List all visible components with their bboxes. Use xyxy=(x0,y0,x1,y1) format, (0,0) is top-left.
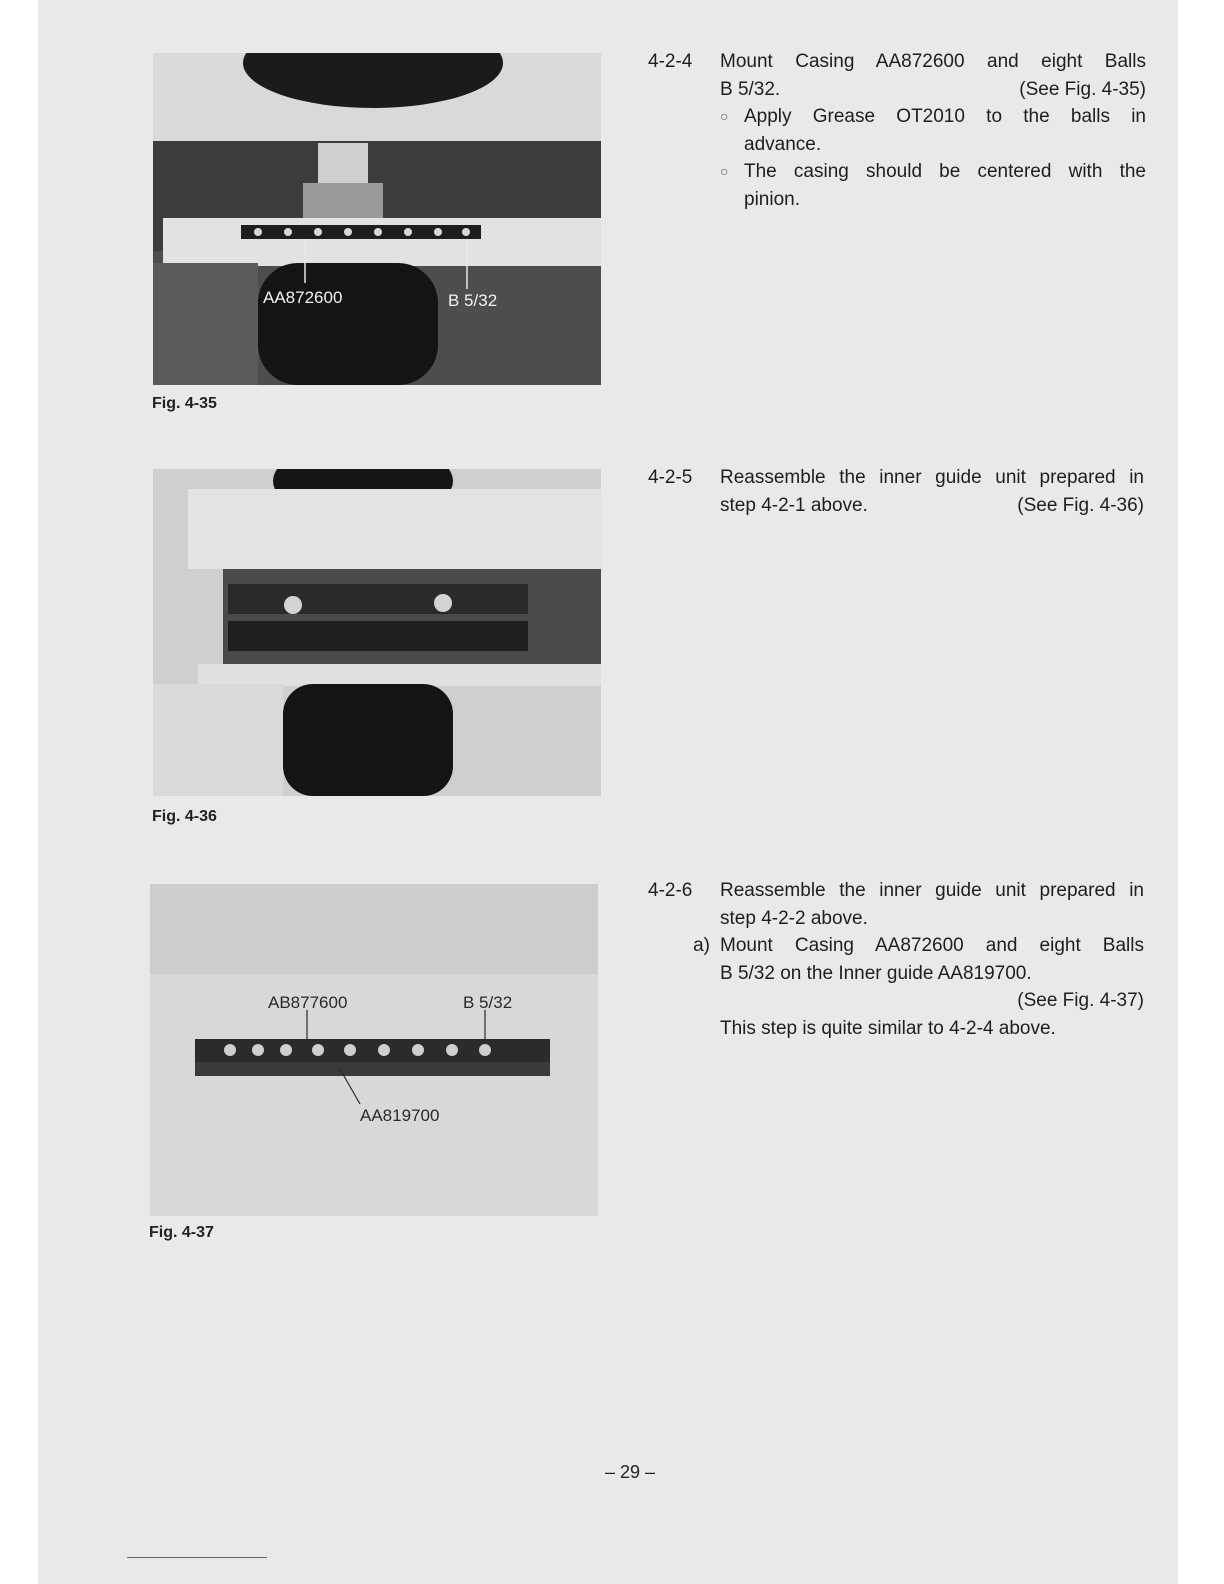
substep-text: B 5/32 on the Inner guide AA819700. xyxy=(720,962,1032,984)
substep-note: This step is quite similar to 4-2-4 above. xyxy=(720,1017,1056,1039)
figure-4-35-label-balls: B 5/32 xyxy=(448,291,498,310)
bullet-mark: ○ xyxy=(720,108,729,124)
figure-4-36-photo xyxy=(153,469,601,796)
figure-reference: (See Fig. 4-36) xyxy=(1017,494,1144,516)
figure-4-35-label-casing: AA872600 xyxy=(263,288,343,307)
figure-4-35-photo xyxy=(153,53,601,385)
figure-4-36-caption: Fig. 4-36 xyxy=(152,808,217,825)
bullet-text: advance. xyxy=(744,133,822,155)
figure-reference: (See Fig. 4-35) xyxy=(1019,78,1146,100)
step-4-2-5 xyxy=(648,464,1144,519)
figure-4-37-caption: Fig. 4-37 xyxy=(149,1224,214,1241)
step-number: 4-2-4 xyxy=(648,51,693,72)
figure-4-35-caption: Fig. 4-35 xyxy=(152,395,217,412)
figure-reference: (See Fig. 4-37) xyxy=(1017,990,1144,1011)
figure-4-37-photo xyxy=(150,884,598,1216)
footer-rule xyxy=(127,1557,267,1558)
bullet-mark: ○ xyxy=(720,163,729,179)
step-text: Reassemble the inner guide unit prepared in xyxy=(720,880,1144,901)
figure-4-37-label-inner-guide: AA819700 xyxy=(360,1106,440,1125)
substep-label: a) xyxy=(693,935,710,956)
step-number: 4-2-5 xyxy=(648,467,693,488)
step-4-2-6 xyxy=(648,877,1144,1042)
bullet-text: Apply Grease OT2010 to the balls in xyxy=(744,106,1146,127)
step-text: Reassemble the inner guide unit prepared in xyxy=(720,467,1144,488)
figure-4-37-label-balls: B 5/32 xyxy=(463,993,513,1012)
page-number: – 29 – xyxy=(604,1462,656,1482)
step-text: Mount Casing AA872600 and eight Balls xyxy=(720,51,1146,72)
substep-text: Mount Casing AA872600 and eight Balls xyxy=(720,935,1144,956)
bullet-text: The casing should be centered with the xyxy=(744,161,1146,182)
step-number: 4-2-6 xyxy=(648,880,693,901)
bullet-text: pinion. xyxy=(744,188,800,210)
figure-4-37-label-casing: AB877600 xyxy=(268,993,348,1012)
step-4-2-4 xyxy=(648,48,1146,213)
step-text: step 4-2-2 above. xyxy=(720,907,868,929)
step-text: B 5/32. xyxy=(720,78,781,100)
step-text: step 4-2-1 above. xyxy=(720,494,868,516)
